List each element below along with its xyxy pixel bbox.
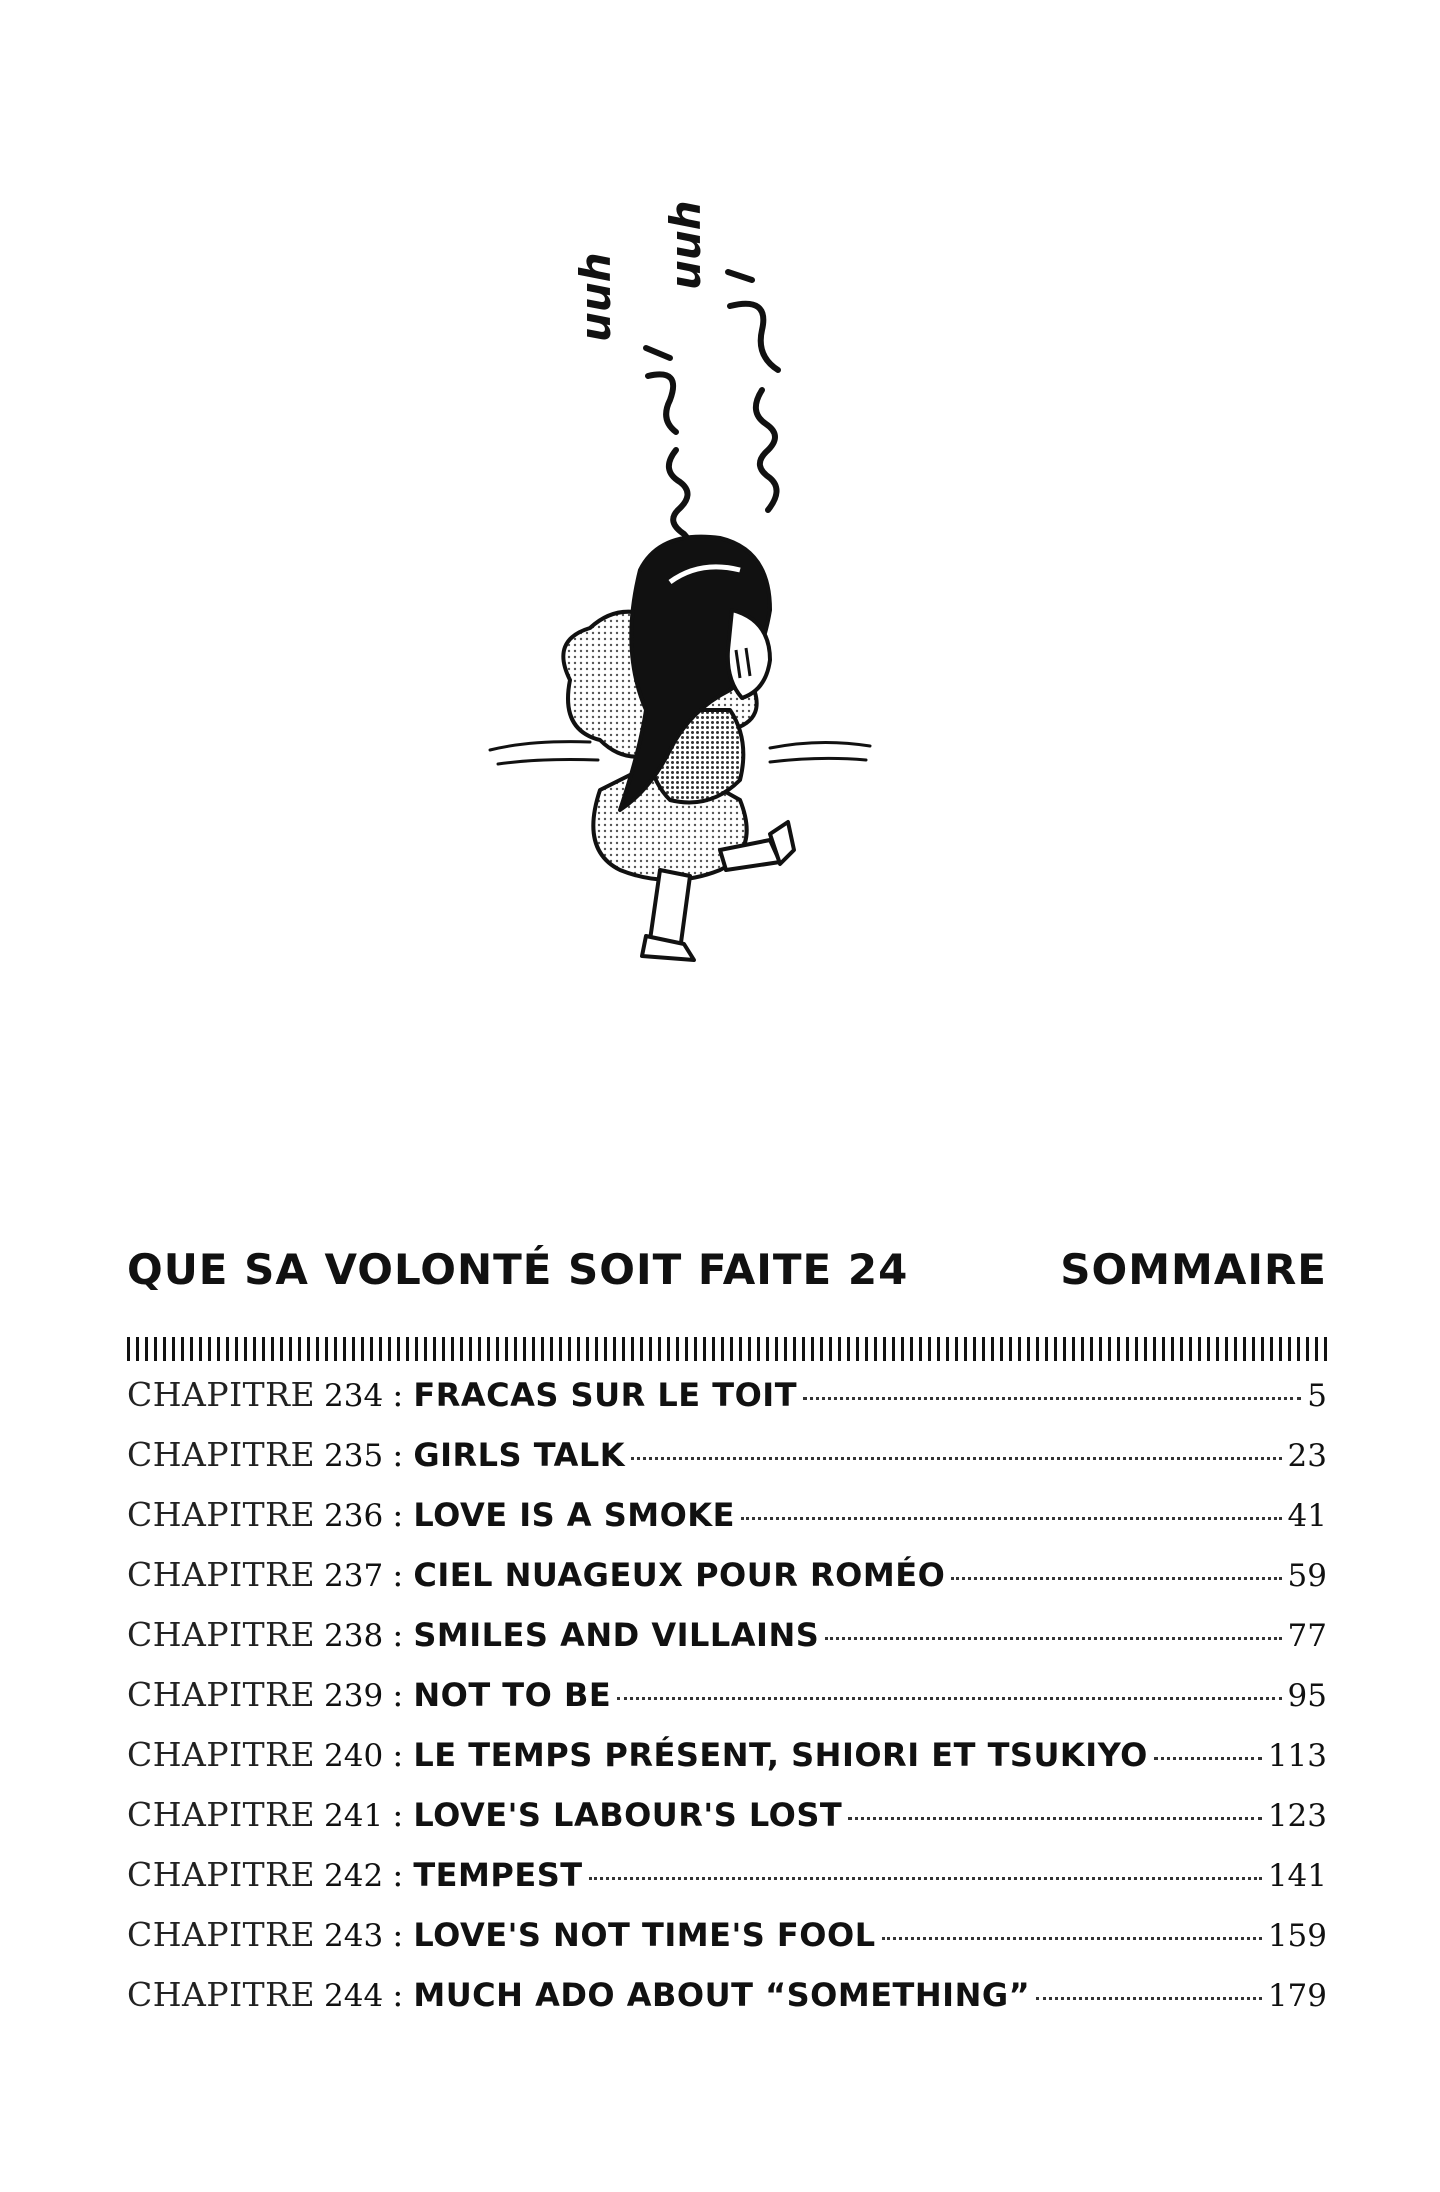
chapter-row xyxy=(127,1435,1327,1495)
chapter-row xyxy=(127,1495,1327,1555)
chapter-prefix: CHAPITRE xyxy=(127,1435,316,1474)
chapter-row xyxy=(127,1615,1327,1675)
chibi-girl xyxy=(563,537,794,960)
chapter-number: 236 xyxy=(324,1498,384,1534)
chapter-title: LE TEMPS PRÉSENT, SHIORI ET TSUKIYO xyxy=(413,1736,1148,1774)
sfx-uuh-right: uuh xyxy=(661,200,710,290)
chapter-title: SMILES AND VILLAINS xyxy=(413,1616,820,1654)
chapter-page: 77 xyxy=(1287,1618,1327,1654)
chapter-prefix: CHAPITRE xyxy=(127,1975,316,2014)
dot-leader xyxy=(825,1637,1281,1640)
chapter-list xyxy=(127,1375,1327,2035)
chapter-row xyxy=(127,1375,1327,1435)
chapter-title: GIRLS TALK xyxy=(413,1436,626,1474)
chapter-number: 238 xyxy=(324,1618,384,1654)
chapter-number: 240 xyxy=(324,1738,384,1774)
chapter-title: LOVE'S NOT TIME'S FOOL xyxy=(413,1916,876,1954)
chapter-prefix: CHAPITRE xyxy=(127,1675,316,1714)
chapter-row xyxy=(127,1675,1327,1735)
dot-leader xyxy=(951,1577,1281,1580)
dot-leader xyxy=(1036,1997,1262,2000)
chapter-title: NOT TO BE xyxy=(413,1676,612,1714)
chapter-page: 141 xyxy=(1267,1858,1327,1894)
chapter-separator: : xyxy=(392,1855,404,1894)
chapter-number: 244 xyxy=(324,1978,384,2014)
chapter-prefix: CHAPITRE xyxy=(127,1555,316,1594)
chapter-prefix: CHAPITRE xyxy=(127,1855,316,1894)
chapter-number: 243 xyxy=(324,1918,384,1954)
toc-label: SOMMAIRE xyxy=(1060,1245,1327,1294)
chapter-page: 123 xyxy=(1267,1798,1327,1834)
sfx-kana-right xyxy=(728,272,778,510)
chapter-title: MUCH ADO ABOUT “SOMETHING” xyxy=(413,1976,1031,2014)
chapter-prefix: CHAPITRE xyxy=(127,1915,316,1954)
chapter-separator: : xyxy=(392,1435,404,1474)
toc-divider xyxy=(127,1337,1327,1361)
chapter-page: 59 xyxy=(1287,1558,1327,1594)
chapter-separator: : xyxy=(392,1735,404,1774)
chapter-page: 5 xyxy=(1307,1378,1327,1414)
chapter-page: 41 xyxy=(1287,1498,1327,1534)
chapter-number: 234 xyxy=(324,1378,384,1414)
chapter-number: 242 xyxy=(324,1858,384,1894)
chapter-separator: : xyxy=(392,1675,404,1714)
chapter-separator: : xyxy=(392,1915,404,1954)
chapter-number: 241 xyxy=(324,1798,384,1834)
chapter-prefix: CHAPITRE xyxy=(127,1375,316,1414)
chapter-title: CIEL NUAGEUX POUR ROMÉO xyxy=(413,1556,946,1594)
chapter-row xyxy=(127,1555,1327,1615)
chapter-prefix: CHAPITRE xyxy=(127,1615,316,1654)
toc-header xyxy=(127,1245,1327,1317)
chapter-row xyxy=(127,1735,1327,1795)
chapter-page: 113 xyxy=(1267,1738,1327,1774)
dot-leader xyxy=(617,1697,1281,1700)
dot-leader xyxy=(848,1817,1262,1820)
chapter-title: TEMPEST xyxy=(413,1856,583,1894)
chapter-number: 239 xyxy=(324,1678,384,1714)
dot-leader xyxy=(631,1457,1282,1460)
dot-leader xyxy=(1154,1757,1262,1760)
sfx-kana-left xyxy=(646,348,690,562)
chapter-title: LOVE'S LABOUR'S LOST xyxy=(413,1796,843,1834)
chapter-page: 95 xyxy=(1287,1678,1327,1714)
chibi-character-illustration xyxy=(470,150,890,970)
chapter-separator: : xyxy=(392,1615,404,1654)
dot-leader xyxy=(741,1517,1282,1520)
chapter-prefix: CHAPITRE xyxy=(127,1735,316,1774)
chapter-separator: : xyxy=(392,1975,404,2014)
chapter-prefix: CHAPITRE xyxy=(127,1495,316,1534)
dot-leader xyxy=(882,1937,1262,1940)
dot-leader xyxy=(803,1397,1301,1400)
chapter-row xyxy=(127,1855,1327,1915)
chapter-separator: : xyxy=(392,1375,404,1414)
chapter-title: FRACAS SUR LE TOIT xyxy=(413,1376,798,1414)
chapter-prefix: CHAPITRE xyxy=(127,1795,316,1834)
table-of-contents xyxy=(127,1245,1327,2035)
chapter-row xyxy=(127,1915,1327,1975)
chapter-separator: : xyxy=(392,1795,404,1834)
chapter-number: 237 xyxy=(324,1558,384,1594)
chapter-row xyxy=(127,1795,1327,1855)
chapter-page: 179 xyxy=(1267,1978,1327,2014)
volume-title: QUE SA VOLONTÉ SOIT FAITE 24 xyxy=(127,1245,909,1294)
chapter-page: 159 xyxy=(1267,1918,1327,1954)
dot-leader xyxy=(589,1877,1262,1880)
chapter-number: 235 xyxy=(324,1438,384,1474)
chapter-title: LOVE IS A SMOKE xyxy=(413,1496,735,1534)
chapter-page: 23 xyxy=(1287,1438,1327,1474)
chapter-separator: : xyxy=(392,1495,404,1534)
chapter-separator: : xyxy=(392,1555,404,1594)
sfx-uuh-left: uuh xyxy=(571,252,620,342)
chapter-row xyxy=(127,1975,1327,2035)
